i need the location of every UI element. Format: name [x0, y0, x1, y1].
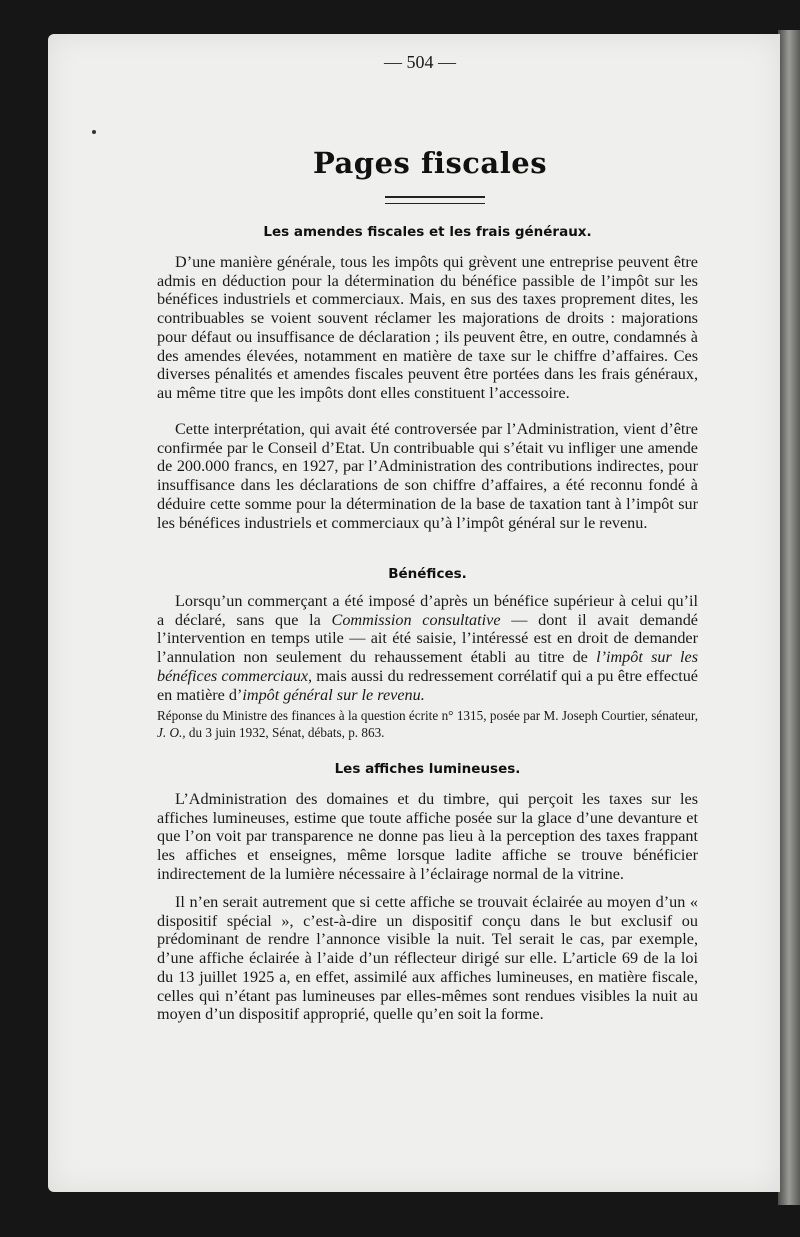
- text-run-italic: l’impôt sur les bénéfices commerciaux,: [157, 648, 698, 685]
- text-run-italic: impôt général sur le revenu.: [242, 685, 425, 704]
- paragraph-text: Cette interprétation, qui avait été controversée par l’Administration, vient d’être confirmée par le Conseil d’Etat. Un contribuable qui s’était vu infliger une amende de 200.000 francs, en 1927, par l’Administration des contributions indirectes, pour insuffisance dans les déclarations de son chiffre d’affaires, a été reconnu fondé à déduire cette somme pour la détermination de la base de taxation tant à l’impôt sur les bénéfices industriels et commerciaux qu’à l’impôt général sur le revenu.: [157, 420, 698, 532]
- text-run-italic: Commission consultative: [331, 610, 501, 629]
- paragraph-benefices: [157, 592, 698, 704]
- text-run-italic: J. O.,: [157, 725, 186, 740]
- paragraph-affiches-1: [157, 790, 698, 884]
- adjacent-page-edge: [778, 30, 800, 1205]
- paragraph-affiches-2: [157, 893, 698, 1024]
- text-run: du 3 juin 1932, Sénat, débats, p. 863.: [185, 725, 385, 740]
- paragraph-amendes-1: [157, 253, 698, 403]
- page-number: — 504 —: [384, 52, 456, 72]
- paragraph-text: L’Administration des domaines et du timbre, qui perçoit les taxes sur les affiches lumineuses, estime que toute affiche posée sur la glace d’une devanture et que l’on voit par transparence ne donne pas lieu à la perception des taxes frappant les affiches et enseignes, même lorsque ladite affiche se trouve bénéficier indirectement de la lumière nécessaire à l’éclairage normal de la vitrine.: [157, 790, 698, 883]
- title-underline: [385, 196, 485, 204]
- text-run: — dont il avait demandé l’intervention en temps utile — ait été saisie, l’intéressé est en droit de demander l’annulation non seulement du rehaussement établi au titre de: [157, 610, 698, 667]
- text-run: Lorsqu’un commerçant a été imposé d’après un bénéfice supérieur à celui qu’il a déclaré, sans que la: [157, 592, 698, 629]
- speck: [92, 130, 96, 134]
- paragraph-text: Il n’en serait autrement que si cette affiche se trouvait éclairée au moyen d’un « dispositif spécial », c’est-à-dire un dispositif conçu dans le but exclusif ou prédominant de rendre l’annonce visible la nuit. Tel serait le cas, par exemple, d’une affiche éclairée à l’aide d’un réflecteur dirigé sur elle. L’article 69 de la loi du 13 juillet 1925 a, en effet, assimilé aux affiches lumineuses, en matière fiscale, celles qui n’étant pas lumineuses par elles-mêmes sont rendues visibles la nuit au moyen d’un dispositif approprié, quelle qu’en soit la forme.: [157, 893, 698, 1024]
- text-run: mais aussi du redressement corrélatif qui a pu être effectué en matière d’: [157, 666, 698, 704]
- text-run: Réponse du Ministre des finances à la question écrite n° 1315, posée par M. Joseph Courtier, sénateur,: [157, 708, 698, 723]
- heading-affiches: Les affiches lumineuses.: [334, 761, 521, 777]
- heading-benefices: Bénéfices.: [388, 566, 467, 582]
- heading-amendes: Les amendes fiscales et les frais généraux.: [263, 224, 592, 240]
- paragraph-amendes-2: [157, 420, 698, 532]
- footnote-reponse-ministre: [157, 707, 698, 741]
- page-title: Pages fiscales: [312, 146, 548, 180]
- paragraph-text: D’une manière générale, tous les impôts qui grèvent une entreprise peuvent être admis en déduction pour la détermination du bénéfice passible de l’impôt sur les bénéfices industriels et commerciaux. Mais, en sus des taxes proprement dites, les contribuables se voient souvent réclamer les majorations de droits : majorations pour défaut ou insuffisance de déclaration ; ils peuvent être, en outre, condamnés à des amendes élevées, notamment en matière de taxe sur le chiffre d’affaires. Ces diverses pénalités et amendes fiscales peuvent être portées dans les frais généraux, au même titre que les impôts dont elles constituent l’accessoire.: [157, 253, 698, 402]
